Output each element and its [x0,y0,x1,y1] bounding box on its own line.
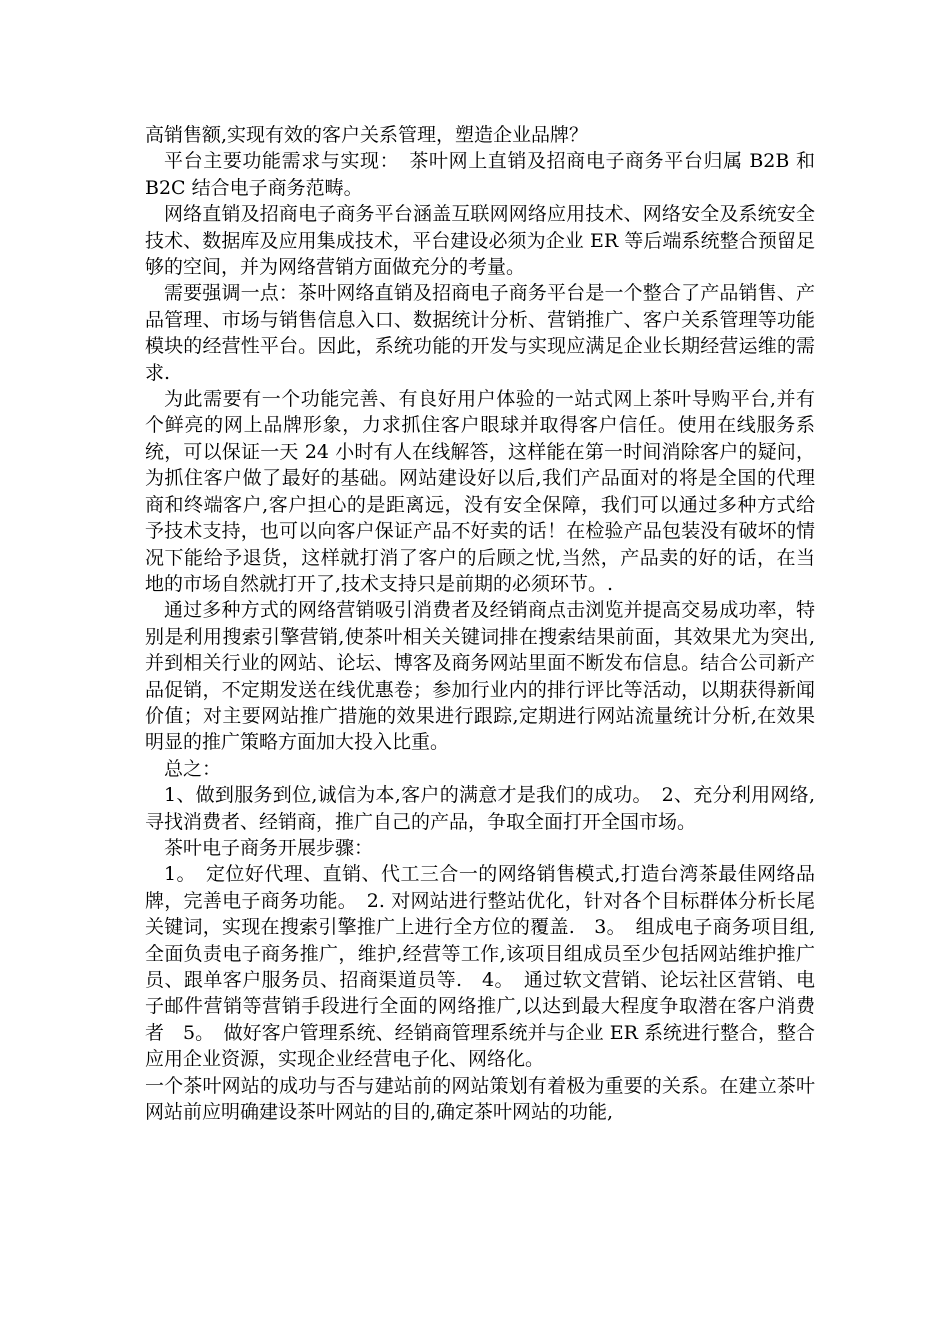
paragraph-1: 高销售额,实现有效的客户关系管理，塑造企业品牌？ [145,124,589,146]
paragraph-8: 1、做到服务到位,诚信为本,客户的满意才是我们的成功。 2、充分利用网络,寻找消费者、经销商，推广自己的产品，争取全面打开全国市场。 [145,784,815,833]
paragraph-7: 总之： [164,757,222,780]
paragraph-5: 为此需要有一个功能完善、有良好用户体验的一站式网上茶叶导购平台,并有个鲜亮的网上品牌形象，力求抓住客户眼球并取得客户信任。使用在线服务系统，可以保证一天 24 小时有人在线解答，这样能在第一时间消除客户的疑问，为抓住客户做了最好的基础。网站建设好以后,我们产品面对的将是全国的代理商和终端客户,客户担心的是距离远，没有安全保障，我们可以通过多种方式给予技术支持，也可以向客户保证产品不好卖的话！在检验产品包装没有破坏的情况下能给予退货，这样就打消了客户的后顾之忧,当然，产品卖的好的话，在当地的市场自然就打开了,技术支持只是前期的必须环节。. [145,388,815,595]
paragraph-3: 网络直销及招商电子商务平台涵盖互联网网络应用技术、网络安全及系统安全技术、数据库及应用集成技术，平台建设必须为企业 ER 等后端系统整合预留足够的空间，并为网络营销方面做充分的考量。 [145,203,815,279]
document-body [145,122,815,1125]
paragraph-4: 需要强调一点：茶叶网络直销及招商电子商务平台是一个整合了产品销售、产品管理、市场与销售信息入口、数据统计分析、营销推广、客户关系管理等功能模块的经营性平台。因此，系统功能的开发与实现应满足企业长期经营运维的需求. [145,282,815,384]
paragraph-10: 1。 定位好代理、直销、代工三合一的网络销售模式,打造台湾茶最佳网络品牌，完善电子商务功能。 2. 对网站进行整站优化，针对各个目标群体分析长尾关键词，实现在搜索引擎推广上进行全方位的覆盖. 3。 组成电子商务项目组,全面负责电子商务推广，维护,经营等工作,该项目组成员至少包括网站维护推广员、跟单客户服务员、招商渠道员等. 4。 通过软文营销、论坛社区营销、电子邮件营销等营销手段进行全面的网络推广,以达到最大程度争取潜在客户消费者 5。 做好客户管理系统、经销商管理系统并与企业 ER 系统进行整合，整合应用企业资源，实现企业经营电子化、网络化。 [145,863,815,1071]
paragraph-6: 通过多种方式的网络营销吸引消费者及经销商点击浏览并提高交易成功率，特别是利用搜索引擎营销,使茶叶相关关键词排在搜索结果前面，其效果尤为突出,并到相关行业的网站、论坛、博客及商务网站里面不断发布信息。结合公司新产品促销，不定期发送在线优惠卷；参加行业内的排行评比等活动，以期获得新闻价值；对主要网站推广措施的效果进行跟踪,定期进行网站流量统计分析,在效果明显的推广策略方面加大投入比重。 [145,599,815,754]
paragraph-2: 平台主要功能需求与实现： 茶叶网上直销及招商电子商务平台归属 B2B 和 B2C 结合电子商务范畴。 [145,150,815,199]
paragraph-11: 一个茶叶网站的成功与否与建站前的网站策划有着极为重要的关系。在建立茶叶网站前应明确建设茶叶网站的目的,确定茶叶网站的功能, [145,1074,815,1124]
paragraph-9: 茶叶电子商务开展步骤： [164,836,374,859]
